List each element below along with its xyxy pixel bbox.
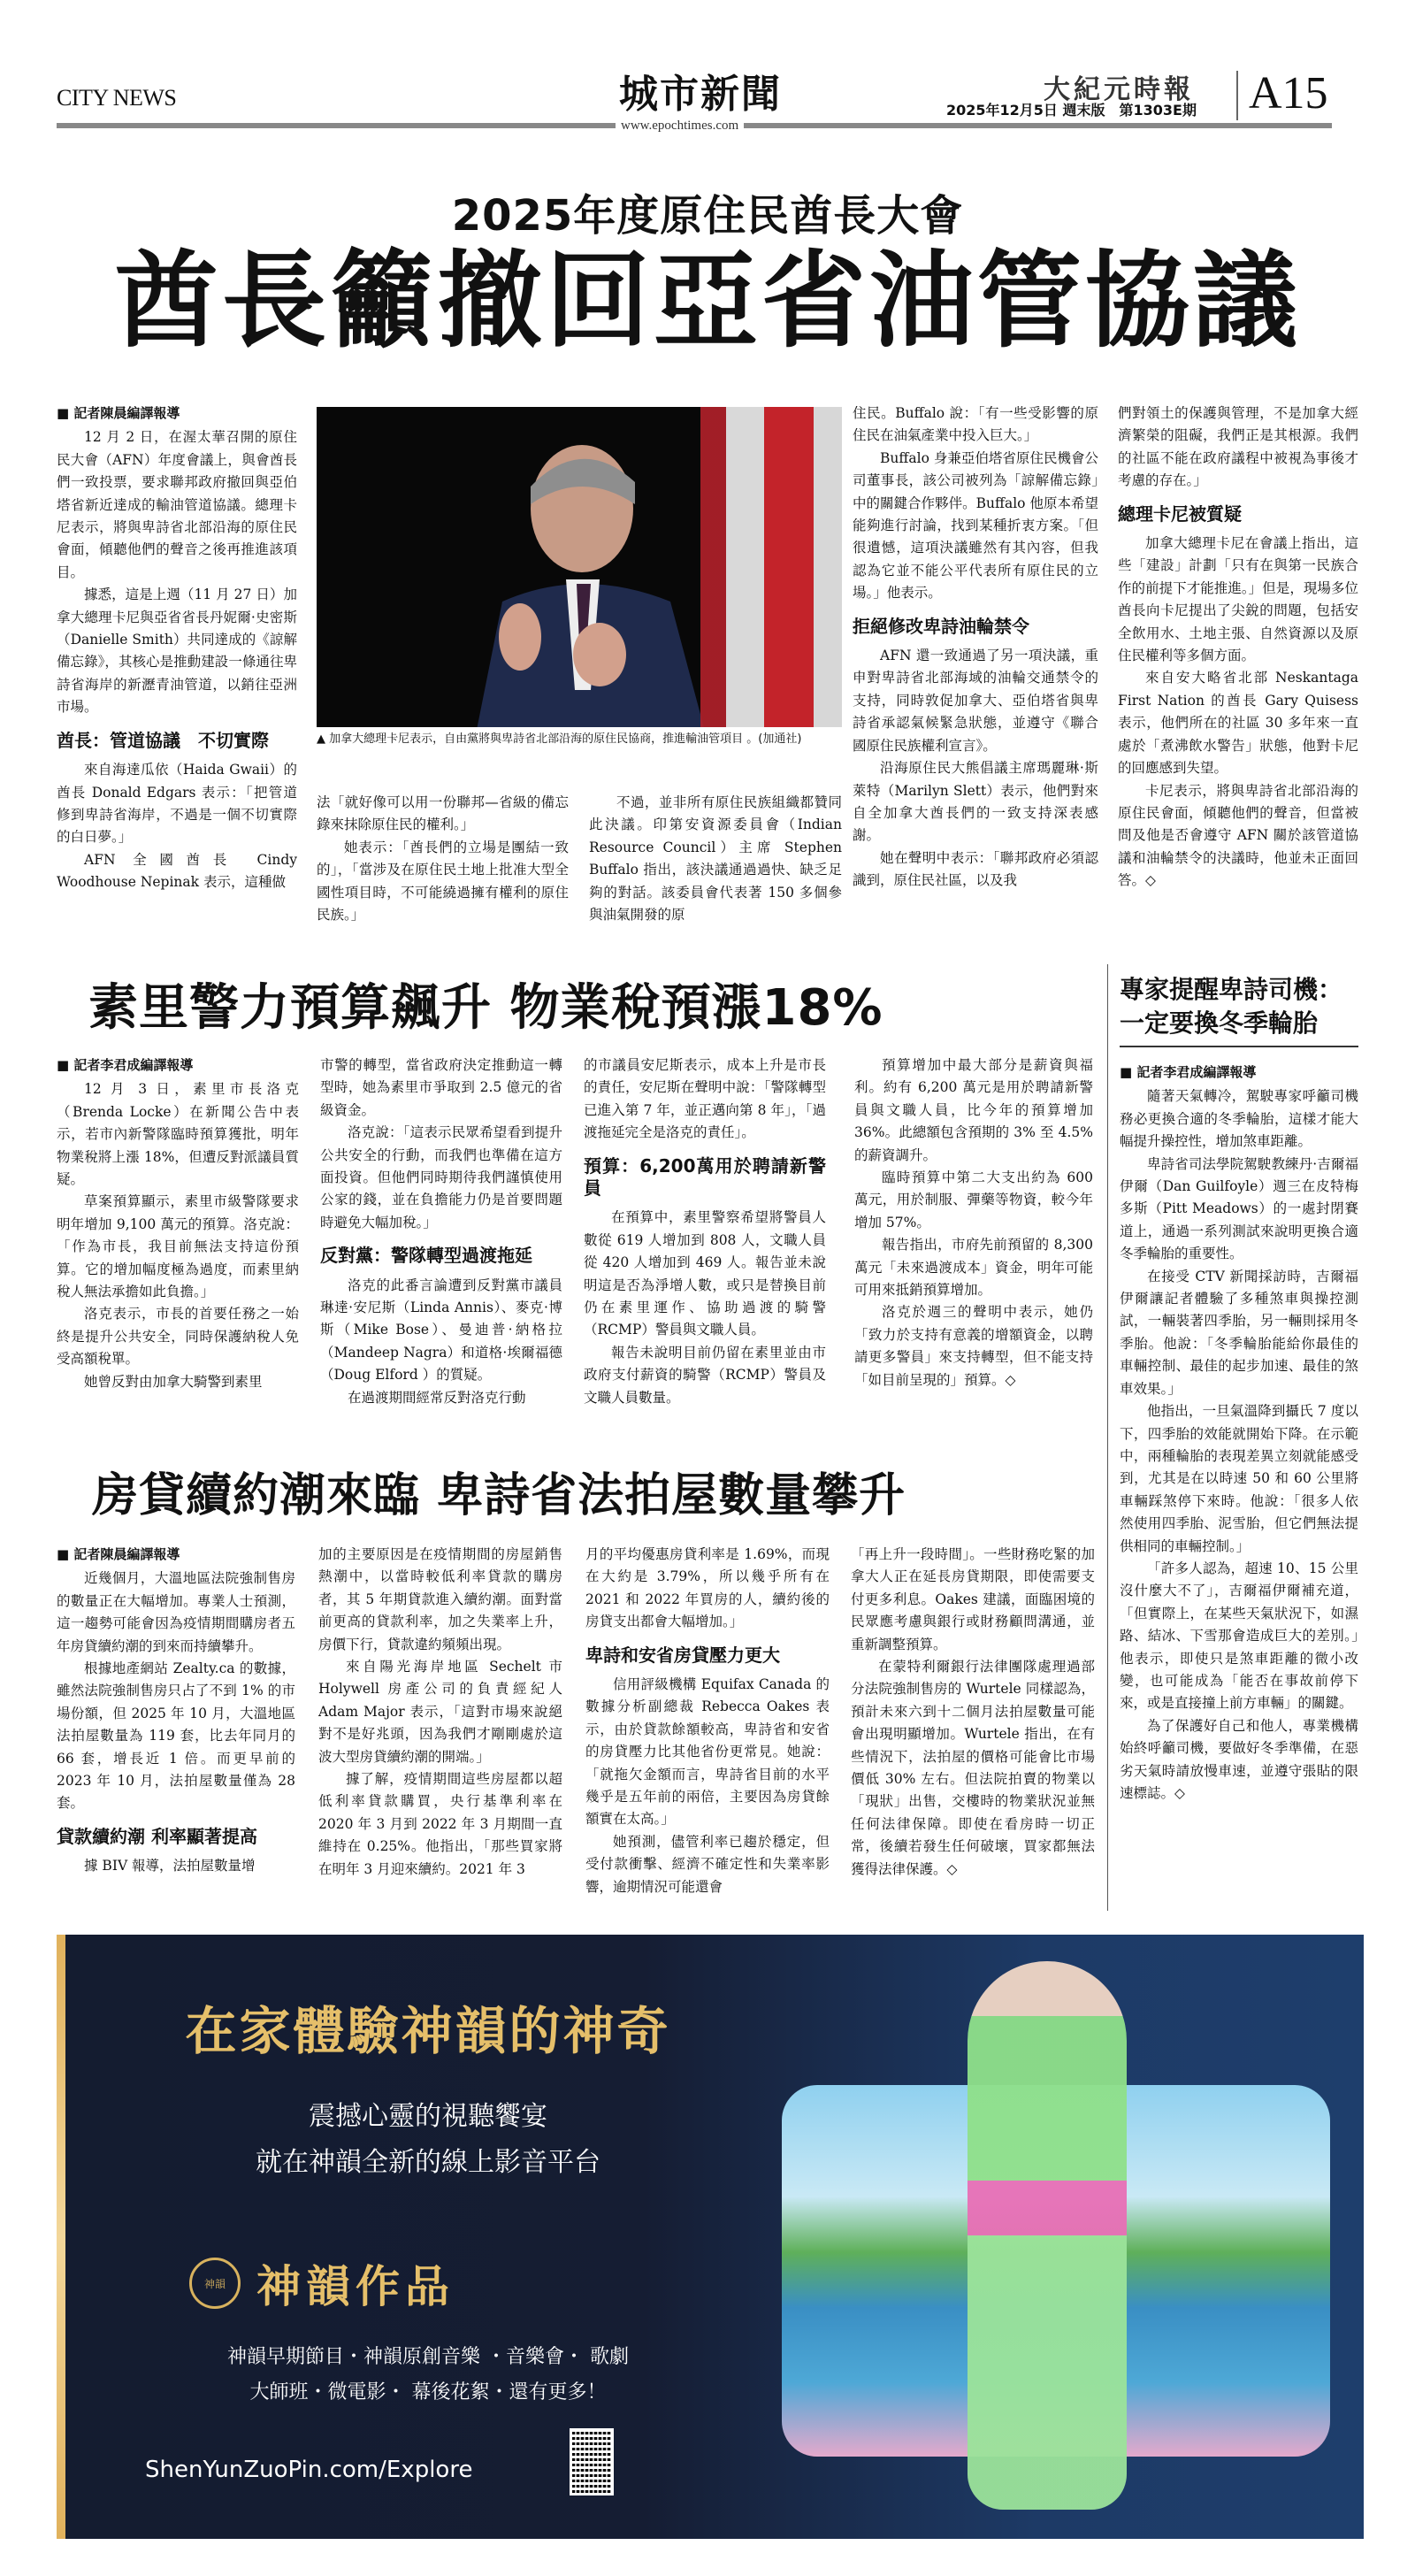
article4-column-1 (57, 1544, 295, 1878)
paragraph: AFN 全國酋長 Cindy Woodhouse Nepinak 表示，這種做 (57, 851, 297, 891)
paragraph: 12 月 3 日，素里市長洛克（Brenda Locke）在新聞公告中表示，若市內新警隊臨時預算獲批，明年物業稅將上漲 18%，但遭反對派議員質疑。 (57, 1081, 299, 1188)
paragraph: 她預測，儘管利率已趨於穩定，但受付款衝擊、經濟不確定性和失業率影響，逾期情況可能還會 (585, 1833, 830, 1895)
paragraph: 隨著天氣轉冷，駕駛專家呼籲司機務必更換合適的冬季輪胎，這樣才能大幅提升操控性，增加煞車距離。 (1120, 1088, 1358, 1150)
subhead: 貸款續約潮 利率顯著提高 (57, 1825, 257, 1847)
paragraph: 法「就好像可以用一份聯邦—省級的備忘錄來抹除原住民的權利。」 (317, 794, 569, 833)
article4-column-3 (585, 1544, 830, 1898)
article1-column-2 (317, 792, 569, 926)
headline-line: 一定要換冬季輪胎 (1120, 1008, 1319, 1038)
ad-content-list: 神韻早期節目・神韻原創音樂 ・音樂會・ 歌劇 (227, 2346, 629, 2368)
paragraph: 洛克表示，市長的首要任務之一始終是提升公共安全，同時保護納稅人免受高額稅單。 (57, 1306, 299, 1368)
paragraph: 加拿大總理卡尼在會議上指出，這些「建設」計劃「只有在與第一民族合作的前提下才能推進。」但是，現場多位酋長向卡尼提出了尖銳的問題，包括安全飲用水、土地主張、自然資源以及原住民權利等多個方面。 (1118, 535, 1358, 664)
subhead: 酋長：管道協議 不切實際 (57, 729, 269, 751)
paragraph: 信用評級機構 Equifax Canada 的數據分析副總裁 Rebecca Oakes 表示，由於貸款餘額較高，卑詩省和安省的房貸壓力比其他省份更常見。她說：「就拖欠金額而言，卑詩省目前的水平幾乎是五年前的兩倍，主要因為房貸餘額實在太高。」 (585, 1676, 830, 1828)
ad-content-list: 大師班・微電影・ 幕後花絮・還有更多！ (249, 2381, 607, 2404)
article1-column-5 (1118, 402, 1358, 893)
paragraph: 在蒙特利爾銀行法律團隊處理過部分法院強制售房的 Wurtele 同樣認為，預計未來六到十二個月法拍屋數量可能會出現明顯增加。Wurtele 指出，在有些情況下，法拍屋的價格可能會比市場價低 30% 左右。但法院拍賣的物業以「現狀」出售，交樓時的物業狀況並無任何法律保障。即使在看房時一切正常，後續若發生任何破壞，買家都無法獲得法律保護。◇ (851, 1659, 1095, 1877)
article4-column-2 (318, 1544, 562, 1881)
article1-column-3 (589, 792, 842, 926)
byline: ■ 記者李君成編譯報導 (1120, 1064, 1257, 1080)
photo-caption: ▲ 加拿大總理卡尼表示，自由黨將與卑詩省北部沿海的原住民協商，推進輸油管項目 。(加通社) (317, 732, 802, 746)
paragraph: 近幾個月，大溫地區法院強制售房的數量正在大幅增加。專業人士預測，這一趨勢可能會因為疫情期間購房者五年房貸續約潮的到來而持續攀升。 (57, 1570, 295, 1654)
shen-yun-seal-icon: 神韻 (189, 2258, 241, 2309)
paragraph: 她曾反對由加拿大騎警到素里 (84, 1373, 263, 1390)
paragraph: 卡尼表示，將與卑詩省北部沿海的原住民會面，傾聽他們的聲音，但當被問及他是否會遵守 AFN 關於該管道協議和油輪禁令的決議時，他並未正面回答。◇ (1118, 782, 1358, 889)
article1-kicker: 2025年度原住民酋長大會 (451, 191, 964, 241)
paragraph: 來自海達瓜依（Haida Gwaii）的酋長 Donald Edgars 表示：「把管道修到卑詩省海岸，不過是一個不切實際的白日夢。」 (57, 762, 297, 846)
article1-column-1 (57, 402, 297, 894)
paragraph: 卑詩省司法學院駕駛教練丹·吉爾福伊爾（Dan Guilfoyle）週三在皮特梅多斯（Pitt Meadows）的一處封閉賽道上，通過一系列測試來說明更換合適冬季輪胎的重要性。 (1120, 1155, 1358, 1262)
article2-column-3 (584, 1054, 826, 1409)
article2-column-2 (320, 1054, 562, 1409)
paragraph: 住民。Buffalo 說：「有一些受影響的原住民在油氣產業中投入巨大。」 (853, 405, 1098, 444)
paragraph: 市警的轉型，當省政府決定推動這一轉型時，她為素里市爭取到 2.5 億元的省級資金。 (320, 1057, 562, 1118)
subhead: 預算：6,200萬用於聘請新警員 (584, 1154, 826, 1200)
subhead: 卑詩和安省房貸壓力更大 (585, 1644, 780, 1666)
paragraph: 草案預算顯示，素里市級警隊要求明年增加 9,100 萬元的預算。洛克說：「作為市長，我目前無法支持這份預算。它的增加幅度極為過度，而素里納稅人無法承擔如此負擔。」 (57, 1193, 299, 1300)
qr-code-icon[interactable] (570, 2428, 614, 2496)
article2-column-1 (57, 1054, 299, 1393)
paragraph: 來自陽光海岸地區 Sechelt 市 Holywell 房產公司的負責經紀人 Adam Major 表示，「這對市場來說絕對不是好兆頭，因為我們才剛剛處於這波大型房貸續約潮的開端。」 (318, 1659, 562, 1765)
paragraph: 在接受 CTV 新聞採訪時，吉爾福伊爾讓記者體驗了多種煞車與操控測試，一輛裝著四季胎，另一輛則採用冬季胎。他說：「冬季輪胎能給你最佳的車輛控制、最佳的起步加速、最佳的煞車效果。」 (1120, 1268, 1358, 1397)
article4-headline: 房貸續約潮來臨 卑詩省法拍屋數量攀升 (92, 1469, 906, 1522)
divider (1120, 1046, 1358, 1047)
gold-strip (57, 1935, 65, 2539)
paragraph: 月的平均優惠房貸利率是 1.69%，而現在大約是 3.79%，所以幾乎所有在 2021 和 2022 年買房的人，續約後的房貸支出都會大幅增加。」 (585, 1546, 830, 1630)
paragraph: 她在聲明中表示：「聯邦政府必須認識到，原住民社區，以及我 (853, 849, 1098, 889)
paragraph: 為了保護好自己和他人，專業機構始終呼籲司機，要做好冬季準備，在惡劣天氣時請放慢車速，並遵守張貼的限速標誌。◇ (1120, 1717, 1358, 1801)
subhead: 反對黨：警隊轉型過渡拖延 (320, 1245, 532, 1267)
paragraph: 她表示：「酋長們的立場是團結一致的」，「當涉及在原住民土地上批准大型全國性項目時，不可能繞過擁有權利的原住民族。」 (317, 839, 569, 924)
canada-flag (700, 407, 842, 727)
paragraph: 12 月 2 日，在渥太華召開的原住民大會（AFN）年度會議上，與會酋長們一致投票，要求聯邦政府撤回與亞伯塔省新近達成的輸油管道協議。總理卡尼表示，將與卑詩省北部沿海的原住民會面，傾聽他們的聲音之後再推進該項目。 (57, 429, 297, 580)
paragraph: 來自安大略省北部 Neskantaga First Nation 的酋長 Gary Quisess 表示，他們所在的社區 30 多年來一直處於「煮沸飲水警告」狀態，他對卡尼的回應感到失望。 (1118, 670, 1358, 777)
paragraph: 的市議員安尼斯表示，成本上升是市長的責任，安尼斯在聲明中說：「警隊轉型已進入第 7 年，並正邁向第 8 年」，「過渡拖延完全是洛克的責任」。 (584, 1057, 826, 1141)
paragraph: 洛克說：「這表示民眾希望看到提升公共安全的行動，而我們也準備在這方面投資。但他們同時期待我們謹慎使用公家的錢，並在負擔能力仍是首要問題時避免大幅加稅。」 (320, 1124, 562, 1230)
byline: ■ 記者陳晨編譯報導 (57, 405, 180, 421)
headline-line: 專家提醒卑詩司機： (1120, 975, 1343, 1004)
paragraph: 根據地產網站 Zealty.ca 的數據，雖然法院強制售房只占了不到 1% 的市場份額，但 2025 年 10 月，大溫地區法拍屋數量為 119 套，比去年同月的 66 套，增長近 1 倍。而更早前的 2023 年 10 月，法拍屋數量僅為 28 套。 (57, 1660, 295, 1812)
ad-title: 在家體驗神韻的神奇 (185, 2001, 671, 2061)
divider (1236, 71, 1238, 120)
paragraph: 沿海原住民大熊倡議主席瑪麗琳·斯萊特（Marilyn Slett）表示，他們對來自全加拿大酋長們的一致支持深表感謝。 (853, 760, 1098, 844)
article2-headline: 素里警力預算飆升 物業稅預漲18% (88, 979, 883, 1037)
person-speaking-icon (467, 433, 706, 727)
paragraph: 報告未說明目前仍留在素里並由市政府支付薪資的騎警（RCMP）警員及文職人員數量。 (584, 1344, 826, 1406)
paragraph: 報告指出，市府先前預留的 8,300 萬元「未來過渡成本」資金，明年可能可用來抵銷預算增加。 (854, 1237, 1093, 1299)
byline: ■ 記者陳晨編譯報導 (57, 1546, 180, 1562)
article1-column-4 (853, 402, 1098, 893)
paragraph: AFN 還一致通過了另一項決議，重申對卑詩省北部海域的油輪交通禁令的支持，同時敦促加拿大、亞伯塔省與卑詩省承認氣候緊急狀態，並遵守《聯合國原住民族權利宣言》。 (853, 648, 1098, 754)
paragraph: 他指出，一旦氣溫降到攝氏 7 度以下，四季胎的效能就開始下降。在示範中，兩種輪胎的表現差異立刻就能感受到，尤其是在以時速 50 和 60 公里將車輛踩煞停下來時。他說：「很多人依然使用四季胎、泥雪胎，但它們無法提供相同的車輛控制。」 (1120, 1403, 1358, 1554)
issue-date: 2025年12月5日 週末版 第1303E期 (946, 102, 1197, 119)
paragraph: Buffalo 身兼亞伯塔省原住民機會公司董事長，該公司被列為「諒解備忘錄」中的關鍵合作夥伴。Buffalo 他原本希望能夠進行討論，找到某種折衷方案。「但很遺憾，這項決議雖然有其內容，但我認為它並不能公平代表所有原住民的立場。」他表示。 (853, 449, 1098, 602)
paragraph: 洛克的此番言論遭到反對黨市議員琳達·安尼斯（Linda Annis）、麥克·博斯（Mike Bose）、曼迪普·納格拉（Mandeep Nagra）和道格·埃爾福德（Doug Elford ）的質疑。 (320, 1276, 562, 1384)
article2-column-4 (854, 1054, 1093, 1392)
column-divider (1107, 964, 1108, 1911)
shen-yun-logo (189, 2251, 455, 2315)
newspaper-brand: 大紀元時報 (1044, 74, 1194, 105)
paragraph: 在過渡期間經常反對洛克行動 (348, 1389, 526, 1406)
paragraph: 預算增加中最大部分是薪資與福利。約有 6,200 萬元是用於聘請新警員與文職人員，比今年的預算增加 36%。此總額包含預期的 3% 至 4.5% 的薪資調升。 (854, 1057, 1093, 1163)
paragraph: 據了解，疫情期間這些房屋都以超低利率貸款購買，央行基準利率在 2020 年 3 月到 2022 年 3 月期間一直維持在 0.25%。他指出，「那些買家將在明年 3 月迎來續約。2021 年 3 (318, 1771, 562, 1877)
paragraph: 不過，並非所有原住民族組織都贊同此決議。印第安資源委員會（Indian Resource Council）主席 Stephen Buffalo 指出，該決議通過過快、缺乏足夠的對話。該委員會代表著 150 多個參與油氣開發的原 (589, 794, 842, 924)
article1-headline: 酋長籲撤回亞省油管協議 (113, 239, 1301, 362)
section-name-en: CITY NEWS (57, 85, 177, 111)
page-number: A15 (1249, 68, 1328, 119)
paragraph: 「再上升一段時間」。一些財務吃緊的加拿大人正在延長房貸期限，即使需要支付更多利息。Oakes 建議，面臨困境的民眾應考慮與銀行或財務顧問溝通，並重新調整預算。 (851, 1546, 1095, 1652)
subhead: 總理卡尼被質疑 (1118, 502, 1242, 525)
dancer-image (968, 1961, 1127, 2510)
ad-url-link[interactable]: ShenYunZuoPin.com/Explore (145, 2457, 473, 2483)
photo-carney (317, 407, 842, 727)
paragraph: 加的主要原因是在疫情期間的房屋銷售熱潮中，以當時較低利率貸款的購房者，其 5 年期貸款進入續約潮。面對當前更高的貸款利率，加之失業率上升，房價下行，貸款違約頻頻出現。 (318, 1546, 562, 1652)
paragraph: 在預算中，素里警察希望將警員人數從 619 人增加到 808 人，文職人員從 420 人增加到 469 人。報告並未說明這是否為淨增人數，或只是替換目前仍在素里運作、協助過渡的騎警（RCMP）警員與文職人員。 (584, 1209, 826, 1338)
paragraph: 們對領土的保護與管理，不是加拿大經濟繁榮的阻礙，我們正是其根源。我們的社區不能在政府議程中被視為事後才考慮的存在。」 (1118, 405, 1358, 489)
ad-subtitle: 就在神韻全新的線上影音平台 (256, 2147, 600, 2178)
article3-headline (1120, 973, 1342, 1040)
subhead: 拒絕修改卑詩油輪禁令 (853, 615, 1029, 637)
section-name-zh: 城市新聞 (619, 72, 782, 117)
ad-subtitle: 震撼心靈的視聽饗宴 (309, 2101, 547, 2132)
paragraph: 臨時預算中第二大支出約為 600 萬元，用於制服、彈藥等物資，較今年增加 57%。 (854, 1169, 1093, 1230)
paragraph: 據 BIV 報導，法拍屋數量增 (84, 1858, 256, 1874)
paragraph: 據悉，這是上週（11 月 27 日）加拿大總理卡尼與亞省省長丹妮爾·史密斯（Danielle Smith）共同達成的《諒解備忘錄》，其核心是推動建設一條通往卑詩省海岸的新瀝青油管道，以銷往亞洲市場。 (57, 586, 297, 716)
website-url[interactable]: www.epochtimes.com (616, 119, 744, 134)
paragraph: 洛克於週三的聲明中表示，她仍「致力於支持有意義的增額資金，以聘請更多警員」來支持轉型，但不能支持「如目前呈現的」預算。◇ (854, 1304, 1093, 1388)
logo-text: 神韻作品 (256, 2261, 455, 2312)
article4-column-4 (851, 1544, 1095, 1881)
byline: ■ 記者李君成編譯報導 (57, 1057, 194, 1073)
shen-yun-advertisement[interactable] (57, 1935, 1364, 2539)
article3-body (1120, 1062, 1358, 1805)
paragraph: 「許多人認為，超速 10、15 公里沒什麼大不了」，吉爾福伊爾補充道，「但實際上，在某些天氣狀況下，如濕路、結冰、下雪那會造成巨大的差別。」他表示，即使只是煞車距離的微小改變，也可能成為「能否在事故前停下來，或是直接撞上前方車輛」的關鍵。 (1120, 1560, 1358, 1712)
